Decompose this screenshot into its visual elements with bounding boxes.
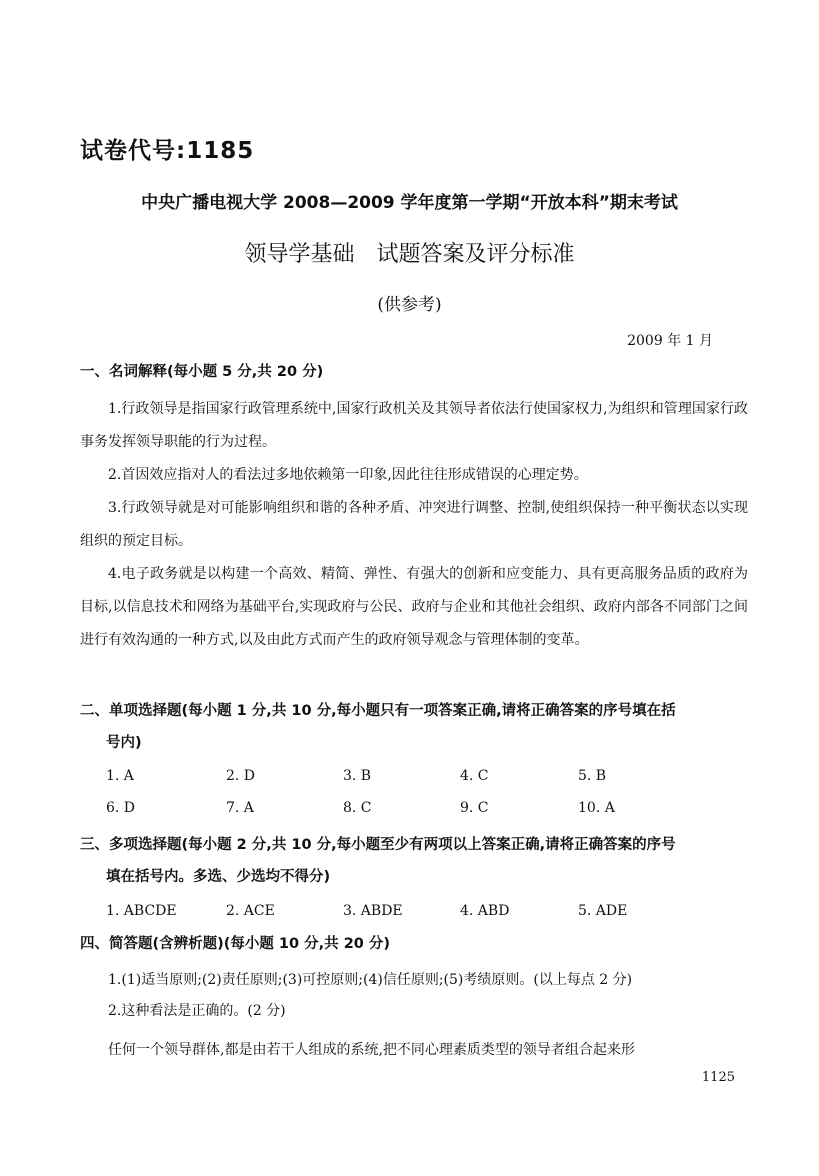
reference-note: (供参考) (377, 295, 442, 315)
section-2-heading-line1: 二、单项选择题(每小题 1 分,共 10 分,每小题只有一项答案正确,请将正确答案的序号填在括 (80, 703, 676, 719)
exam-title: 中央广播电视大学 2008—2009 学年度第一学期“开放本科”期末考试 (141, 193, 678, 213)
term-answer-1: 1.行政领导是指国家行政管理系统中,国家行政机关及其领导者依法行使国家权力,为组织和管理国家行政事务发挥领导职能的行为过程。 (80, 401, 748, 450)
answer-item: 7. A (226, 800, 254, 816)
section-4-heading: 四、简答题(含辨析题)(每小题 10 分,共 20 分) (80, 936, 391, 952)
answer-item: 5. B (578, 768, 607, 784)
answer-item: 3. ABDE (343, 903, 403, 919)
section-3-heading (80, 829, 752, 893)
answer-item: 10. A (578, 800, 615, 816)
answer-item: 1. ABCDE (106, 903, 177, 919)
answer-item: 5. ADE (578, 903, 628, 919)
section-3-heading-line2: 填在括号内。多选、少选均不得分) (106, 869, 331, 885)
subject-title: 领导学基础 试题答案及评分标准 (244, 242, 575, 267)
paper-code: 试卷代号:1185 (80, 138, 255, 164)
answer-item: 2. ACE (226, 903, 275, 919)
exam-date: 2009 年 1 月 (627, 333, 713, 349)
answer-item: 1. A (106, 768, 134, 784)
answer-item: 4. C (460, 768, 489, 784)
term-answer-2: 2.首因效应指对人的看法过多地依赖第一印象,因此往往形成错误的心理定势。 (108, 467, 588, 483)
page-number: 1125 (701, 1070, 735, 1085)
answer-item: 8. C (343, 800, 372, 816)
section-3-heading-line1: 三、多项选择题(每小题 2 分,共 10 分,每小题至少有两项以上答案正确,请将正确答案的序号 (80, 837, 676, 853)
term-answer-3: 3.行政领导就是对可能影响组织和谐的各种矛盾、冲突进行调整、控制,使组织保持一种平衡状态以实现组织的预定目标。 (80, 500, 748, 549)
section-2-heading (80, 695, 752, 759)
short-answer-1: 1.(1)适当原则;(2)责任原则;(3)可控原则;(4)信任原则;(5)考绩原则。(以上每点 2 分) (108, 972, 633, 988)
answer-item: 6. D (106, 800, 136, 816)
section-1-heading: 一、名词解释(每小题 5 分,共 20 分) (80, 364, 324, 380)
answer-item: 4. ABD (460, 903, 510, 919)
term-answer-4: 4.电子政务就是以构建一个高效、精简、弹性、有强大的创新和应变能力、具有更高服务品质的政府为目标,以信息技术和网络为基础平台,实现政府与公民、政府与企业和其他社会组织、政府内部各不同部门之间进行有效沟通的一种方式,以及由此方式而产生的政府领导观念与管理体制的变革。 (80, 566, 748, 648)
answer-item: 2. D (226, 768, 256, 784)
short-answer-2: 2.这种看法是正确的。(2 分) (108, 1003, 286, 1019)
answer-item: 9. C (460, 800, 489, 816)
answer-item: 3. B (343, 768, 372, 784)
section-2-heading-line2: 号内) (106, 735, 142, 751)
short-answer-2-explanation: 任何一个领导群体,都是由若干人组成的系统,把不同心理素质类型的领导者组合起来形 (108, 1042, 635, 1058)
